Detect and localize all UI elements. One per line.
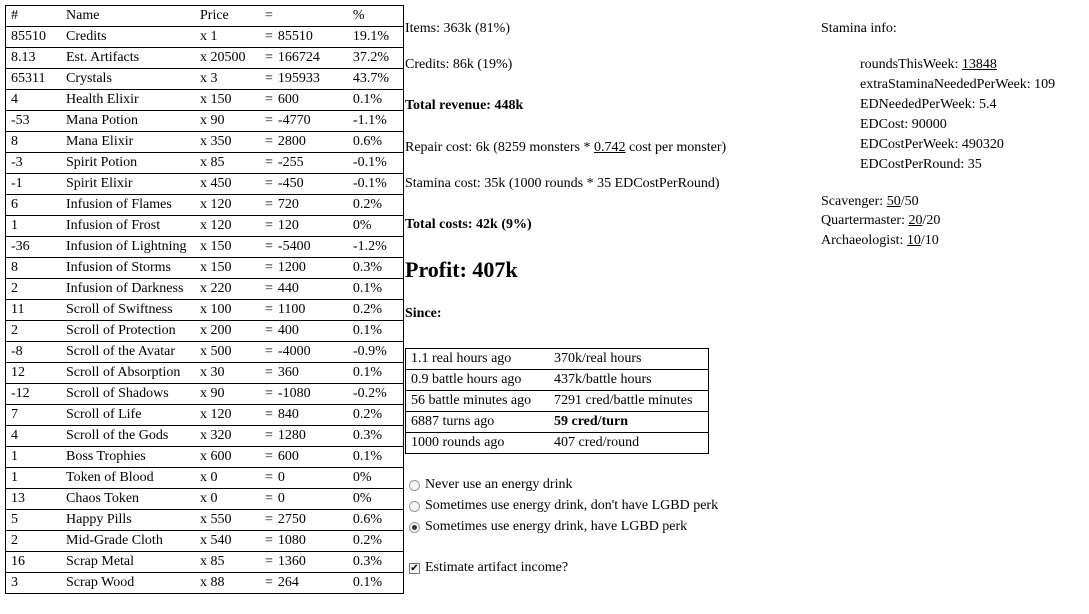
since-ago: 6887 turns ago — [406, 412, 550, 433]
table-row — [406, 412, 709, 433]
item-equals: = — [260, 48, 273, 69]
table-row — [6, 132, 404, 153]
radio-sometimes-no-perk-label[interactable]: Sometimes use energy drink, don't have LGBD perk — [425, 498, 719, 513]
item-percent: 0.2% — [348, 531, 404, 552]
item-equals: = — [260, 216, 273, 237]
perk-scavenger — [821, 194, 919, 210]
perk-label: Quartermaster: — [821, 213, 909, 228]
ed-cost-per-round: EDCostPerRound: 35 — [860, 157, 982, 172]
perk-value-link[interactable]: 50 — [886, 194, 901, 209]
profit-heading: Profit: 407k — [405, 257, 518, 282]
item-value: -4770 — [273, 111, 348, 132]
item-value: 0 — [273, 489, 348, 510]
estimate-artifact-checkbox[interactable]: ✔ — [410, 562, 419, 574]
item-value: 360 — [273, 363, 348, 384]
table-row — [6, 111, 404, 132]
item-equals: = — [260, 426, 273, 447]
item-name: Spirit Potion — [61, 153, 195, 174]
table-row — [6, 489, 404, 510]
item-percent: -0.2% — [348, 384, 404, 405]
item-equals: = — [260, 237, 273, 258]
credits-summary: Credits: 86k (19%) — [405, 57, 513, 72]
item-value: 600 — [273, 90, 348, 111]
item-value: -1080 — [273, 384, 348, 405]
item-name: Infusion of Darkness — [61, 279, 195, 300]
item-equals: = — [260, 279, 273, 300]
table-row — [6, 237, 404, 258]
item-percent: 0.1% — [348, 321, 404, 342]
table-row — [6, 90, 404, 111]
item-name: Crystals — [61, 69, 195, 90]
item-value: 195933 — [273, 69, 348, 90]
item-equals: = — [260, 195, 273, 216]
item-price: x 120 — [195, 195, 260, 216]
header-value — [273, 6, 348, 27]
item-percent: 0.6% — [348, 132, 404, 153]
table-row — [6, 531, 404, 552]
perk-quartermaster — [821, 213, 940, 229]
item-count: -53 — [6, 111, 62, 132]
item-name: Est. Artifacts — [61, 48, 195, 69]
since-rate: 407 cred/round — [549, 433, 709, 454]
repair-cost-link[interactable]: 0.742 — [593, 140, 626, 155]
item-price: x 20500 — [195, 48, 260, 69]
table-row — [406, 433, 709, 454]
item-price: x 150 — [195, 258, 260, 279]
item-price: x 1 — [195, 27, 260, 48]
table-row — [6, 552, 404, 573]
item-equals: = — [260, 27, 273, 48]
since-ago: 1000 rounds ago — [406, 433, 550, 454]
item-price: x 3 — [195, 69, 260, 90]
item-price: x 550 — [195, 510, 260, 531]
item-percent: 0.1% — [348, 90, 404, 111]
rounds-this-week — [860, 57, 997, 73]
item-name: Mid-Grade Cloth — [61, 531, 195, 552]
item-name: Infusion of Lightning — [61, 237, 195, 258]
item-percent: -1.1% — [348, 111, 404, 132]
stamina-cost: Stamina cost: 35k (1000 rounds * 35 EDCostPerRound) — [405, 176, 720, 191]
perk-label: Archaeologist: — [821, 233, 907, 248]
item-equals: = — [260, 363, 273, 384]
header-count: # — [11, 8, 18, 23]
item-price: x 100 — [195, 300, 260, 321]
item-value: 400 — [273, 321, 348, 342]
item-name: Chaos Token — [61, 489, 195, 510]
item-price: x 220 — [195, 279, 260, 300]
perk-value-link[interactable]: 10 — [906, 233, 921, 248]
item-count: 16 — [6, 552, 62, 573]
item-price: x 0 — [195, 489, 260, 510]
perk-label: Scavenger: — [821, 194, 887, 209]
item-percent: 0.1% — [348, 279, 404, 300]
item-value: 2800 — [273, 132, 348, 153]
perk-max: /20 — [922, 213, 941, 228]
item-percent: 0.2% — [348, 195, 404, 216]
table-row — [6, 342, 404, 363]
item-count: 11 — [6, 300, 62, 321]
item-value: 1280 — [273, 426, 348, 447]
estimate-artifact-row[interactable] — [409, 558, 568, 578]
item-value: 264 — [273, 573, 348, 594]
item-equals: = — [260, 90, 273, 111]
radio-never[interactable] — [409, 480, 420, 491]
item-name: Scroll of Shadows — [61, 384, 195, 405]
item-equals: = — [260, 111, 273, 132]
table-row — [6, 510, 404, 531]
item-equals: = — [260, 405, 273, 426]
table-row — [6, 195, 404, 216]
item-price: x 88 — [195, 573, 260, 594]
item-name: Health Elixir — [61, 90, 195, 111]
item-price: x 350 — [195, 132, 260, 153]
item-count: 13 — [6, 489, 62, 510]
item-price: x 150 — [195, 237, 260, 258]
item-percent: 0% — [348, 216, 404, 237]
item-percent: -0.1% — [348, 174, 404, 195]
item-name: Scrap Wood — [61, 573, 195, 594]
item-count: 3 — [6, 573, 62, 594]
item-equals: = — [260, 552, 273, 573]
since-table — [405, 348, 709, 454]
item-count: 4 — [6, 90, 62, 111]
radio-sometimes-no-perk[interactable] — [409, 501, 420, 512]
item-percent: 37.2% — [348, 48, 404, 69]
item-percent: 0.1% — [348, 363, 404, 384]
item-count: 65311 — [6, 69, 62, 90]
item-value: 120 — [273, 216, 348, 237]
item-value: 1080 — [273, 531, 348, 552]
table-row — [6, 468, 404, 489]
item-value: 1200 — [273, 258, 348, 279]
table-header-row — [6, 6, 404, 27]
item-name: Boss Trophies — [61, 447, 195, 468]
item-percent: 43.7% — [348, 69, 404, 90]
item-name: Mana Elixir — [61, 132, 195, 153]
table-row — [406, 349, 709, 370]
repair-cost-prefix: Repair cost: 6k (8259 monsters * — [405, 140, 594, 155]
table-row — [6, 363, 404, 384]
ed-needed: EDNeededPerWeek: 5.4 — [860, 97, 997, 112]
table-row — [6, 48, 404, 69]
since-ago: 0.9 battle hours ago — [406, 370, 550, 391]
item-percent: 19.1% — [348, 27, 404, 48]
perk-max: /50 — [900, 194, 919, 209]
item-name: Mana Potion — [61, 111, 195, 132]
item-name: Scroll of Life — [61, 405, 195, 426]
item-count: 8.13 — [6, 48, 62, 69]
ed-cost-per-week: EDCostPerWeek: 490320 — [860, 137, 1004, 152]
item-price: x 200 — [195, 321, 260, 342]
table-row — [6, 405, 404, 426]
item-equals: = — [260, 69, 273, 90]
item-price: x 500 — [195, 342, 260, 363]
item-price: x 450 — [195, 174, 260, 195]
item-equals: = — [260, 300, 273, 321]
since-ago: 56 battle minutes ago — [406, 391, 550, 412]
item-count: 1 — [6, 447, 62, 468]
item-count: 8 — [6, 258, 62, 279]
table-row — [6, 69, 404, 90]
item-count: 85510 — [6, 27, 62, 48]
item-price: x 120 — [195, 405, 260, 426]
table-row — [6, 258, 404, 279]
items-table — [5, 5, 404, 594]
table-row — [406, 391, 709, 412]
since-label: Since: — [405, 306, 442, 321]
item-count: -12 — [6, 384, 62, 405]
extra-stamina: extraStaminaNeededPerWeek: 109 — [860, 77, 1056, 92]
item-name: Spirit Elixir — [61, 174, 195, 195]
since-rate: 59 cred/turn — [549, 412, 709, 433]
item-equals: = — [260, 384, 273, 405]
item-value: 600 — [273, 447, 348, 468]
item-count: -36 — [6, 237, 62, 258]
item-equals: = — [260, 489, 273, 510]
item-percent: 0.1% — [348, 447, 404, 468]
item-count: 7 — [6, 405, 62, 426]
item-price: x 90 — [195, 384, 260, 405]
item-count: 2 — [6, 531, 62, 552]
item-price: x 85 — [195, 552, 260, 573]
item-equals: = — [260, 132, 273, 153]
item-name: Infusion of Frost — [61, 216, 195, 237]
total-costs: Total costs: 42k (9%) — [405, 217, 532, 232]
table-row — [6, 321, 404, 342]
item-price: x 0 — [195, 468, 260, 489]
item-equals: = — [260, 573, 273, 594]
header-equals: = — [265, 8, 273, 23]
item-percent: 0% — [348, 489, 404, 510]
item-value: -5400 — [273, 237, 348, 258]
item-name: Scroll of Protection — [61, 321, 195, 342]
item-price: x 30 — [195, 363, 260, 384]
item-name: Happy Pills — [61, 510, 195, 531]
table-row — [6, 426, 404, 447]
item-value: 1360 — [273, 552, 348, 573]
header-name: Name — [66, 8, 100, 23]
radio-sometimes-perk[interactable] — [409, 522, 420, 533]
item-percent: 0.6% — [348, 510, 404, 531]
total-revenue: Total revenue: 448k — [405, 98, 524, 113]
item-value: -255 — [273, 153, 348, 174]
item-name: Scroll of Absorption — [61, 363, 195, 384]
item-value: 2750 — [273, 510, 348, 531]
radio-never-label[interactable]: Never use an energy drink — [425, 477, 573, 492]
perk-value-link[interactable]: 20 — [908, 213, 923, 228]
table-row — [6, 174, 404, 195]
item-equals: = — [260, 321, 273, 342]
item-count: 2 — [6, 279, 62, 300]
item-equals: = — [260, 258, 273, 279]
item-name: Token of Blood — [61, 468, 195, 489]
item-count: 8 — [6, 132, 62, 153]
rounds-label: roundsThisWeek: — [860, 57, 962, 72]
energy-option-sometimes-perk[interactable] — [409, 517, 687, 537]
item-equals: = — [260, 510, 273, 531]
item-equals: = — [260, 342, 273, 363]
item-count: -1 — [6, 174, 62, 195]
item-name: Scroll of the Avatar — [61, 342, 195, 363]
item-price: x 90 — [195, 111, 260, 132]
item-name: Infusion of Storms — [61, 258, 195, 279]
item-name: Infusion of Flames — [61, 195, 195, 216]
item-percent: 0.3% — [348, 552, 404, 573]
since-rate: 437k/battle hours — [549, 370, 709, 391]
item-value: 0 — [273, 468, 348, 489]
table-row — [6, 384, 404, 405]
item-count: -3 — [6, 153, 62, 174]
item-price: x 150 — [195, 90, 260, 111]
item-price: x 85 — [195, 153, 260, 174]
repair-cost-suffix: cost per monster) — [625, 140, 727, 155]
item-percent: 0.3% — [348, 258, 404, 279]
perk-archaeologist — [821, 233, 939, 249]
item-count: 4 — [6, 426, 62, 447]
radio-sometimes-perk-label[interactable]: Sometimes use energy drink, have LGBD perk — [425, 519, 688, 534]
item-percent: 0% — [348, 468, 404, 489]
item-value: -4000 — [273, 342, 348, 363]
item-count: 6 — [6, 195, 62, 216]
item-equals: = — [260, 174, 273, 195]
rounds-value-link[interactable]: 13848 — [961, 57, 997, 72]
repair-cost — [405, 140, 726, 156]
since-rate: 370k/real hours — [554, 351, 642, 366]
table-row — [6, 573, 404, 594]
item-value: 720 — [273, 195, 348, 216]
perk-max: /10 — [920, 233, 939, 248]
ed-cost: EDCost: 90000 — [860, 117, 947, 132]
header-price: Price — [200, 8, 229, 23]
item-price: x 540 — [195, 531, 260, 552]
item-value: 840 — [273, 405, 348, 426]
item-count: 2 — [6, 321, 62, 342]
table-row — [6, 27, 404, 48]
item-equals: = — [260, 531, 273, 552]
item-percent: -1.2% — [348, 237, 404, 258]
item-count: 12 — [6, 363, 62, 384]
estimate-artifact-label[interactable]: Estimate artifact income? — [425, 560, 569, 575]
item-value: 85510 — [273, 27, 348, 48]
item-name: Scroll of the Gods — [61, 426, 195, 447]
item-value: -450 — [273, 174, 348, 195]
item-name: Credits — [61, 27, 195, 48]
item-percent: 0.3% — [348, 426, 404, 447]
since-ago: 1.1 real hours ago — [411, 351, 512, 366]
table-row — [6, 447, 404, 468]
item-equals: = — [260, 447, 273, 468]
item-count: 1 — [6, 216, 62, 237]
table-row — [6, 300, 404, 321]
item-name: Scroll of Swiftness — [61, 300, 195, 321]
table-row — [6, 153, 404, 174]
item-price: x 120 — [195, 216, 260, 237]
item-price: x 320 — [195, 426, 260, 447]
item-equals: = — [260, 468, 273, 489]
table-row — [406, 370, 709, 391]
item-count: 5 — [6, 510, 62, 531]
table-row — [6, 216, 404, 237]
item-value: 1100 — [273, 300, 348, 321]
item-percent: 0.2% — [348, 405, 404, 426]
stamina-title: Stamina info: — [821, 21, 897, 36]
item-equals: = — [260, 153, 273, 174]
item-name: Scrap Metal — [61, 552, 195, 573]
header-percent: % — [352, 8, 365, 23]
item-percent: -0.9% — [348, 342, 404, 363]
items-summary: Items: 363k (81%) — [405, 21, 510, 36]
item-count: -8 — [6, 342, 62, 363]
table-row — [6, 279, 404, 300]
item-count: 1 — [6, 468, 62, 489]
item-percent: 0.2% — [348, 300, 404, 321]
item-price: x 600 — [195, 447, 260, 468]
item-percent: 0.1% — [348, 573, 404, 594]
energy-option-never[interactable] — [409, 475, 572, 495]
energy-option-sometimes-no-perk[interactable] — [409, 496, 718, 516]
item-value: 440 — [273, 279, 348, 300]
item-value: 166724 — [273, 48, 348, 69]
since-rate: 7291 cred/battle minutes — [549, 391, 709, 412]
item-percent: -0.1% — [348, 153, 404, 174]
